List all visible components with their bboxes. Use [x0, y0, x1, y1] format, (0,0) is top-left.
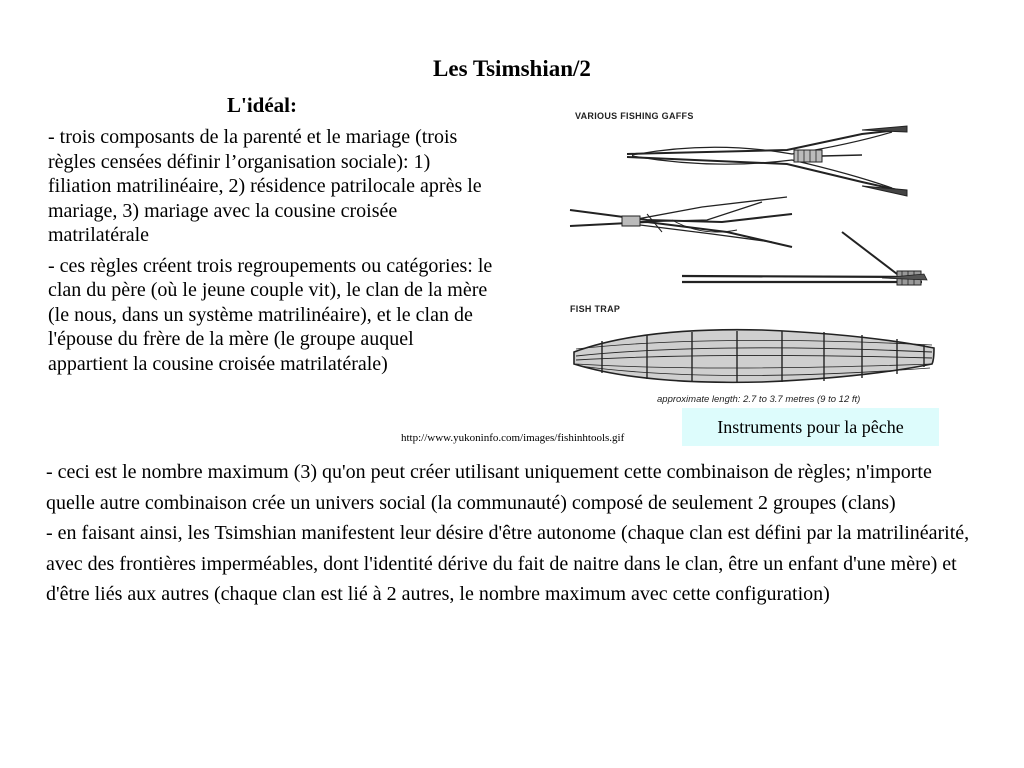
fishing-tools-illustration [562, 102, 942, 412]
left-paragraph-2: - ces règles créent trois regroupements ou catégories: le clan du père (où le jeune couple vit), le clan de la mère (le nous, dans un système matrilinéaire), et le clan de l'épouse du frère de la mère (le groupe auquel appartient la cousine croisée matrilatérale) [48, 254, 493, 375]
gaff-drawing-3 [682, 232, 927, 285]
slide-subtitle: L'idéal: [227, 93, 298, 117]
gaffs-label: VARIOUS FISHING GAFFS [575, 111, 694, 121]
left-paragraph-1: - trois composants de la parenté et le mariage (trois règles censées définir l’organisation sociale): 1) filiation matrilinéaire, 2) résidence patrilocale après le mariage, 3) mariage avec la cousine croisée matrilatérale [48, 126, 482, 246]
image-source-url: http://www.yukoninfo.com/images/fishinhtools.gif [401, 432, 625, 444]
bottom-text-block [46, 457, 976, 610]
gaff-drawing-1 [627, 126, 907, 196]
bottom-paragraph-1: - ceci est le nombre maximum (3) qu'on peut créer utilisant uniquement cette combinaison de règles; n'importe quelle autre combinaison crée un univers social (la communauté) composé de seulement 2 groupes (clans) [46, 461, 932, 514]
fish-trap-drawing [574, 330, 934, 383]
fish-trap-label: FISH TRAP [570, 304, 621, 314]
left-text-block [48, 125, 498, 382]
slide-title: Les Tsimshian/2 [433, 56, 591, 81]
bottom-paragraph-2: - en faisant ainsi, les Tsimshian manifestent leur désire d'être autonome (chaque clan est défini par la matrilinéarité, avec des frontières imperméables, dont l'identité dérive du fait de naitre dans le clan, être un enfant d'une mère) et d'être liés aux autres (chaque clan est lié à 2 autres, le nombre maximum avec cette configuration) [46, 522, 970, 605]
trap-length-note: approximate length: 2.7 to 3.7 metres (9 to 12 ft) [657, 394, 861, 405]
figure-caption: Instruments pour la pêche [682, 408, 939, 446]
gaff-drawing-2 [570, 197, 792, 247]
